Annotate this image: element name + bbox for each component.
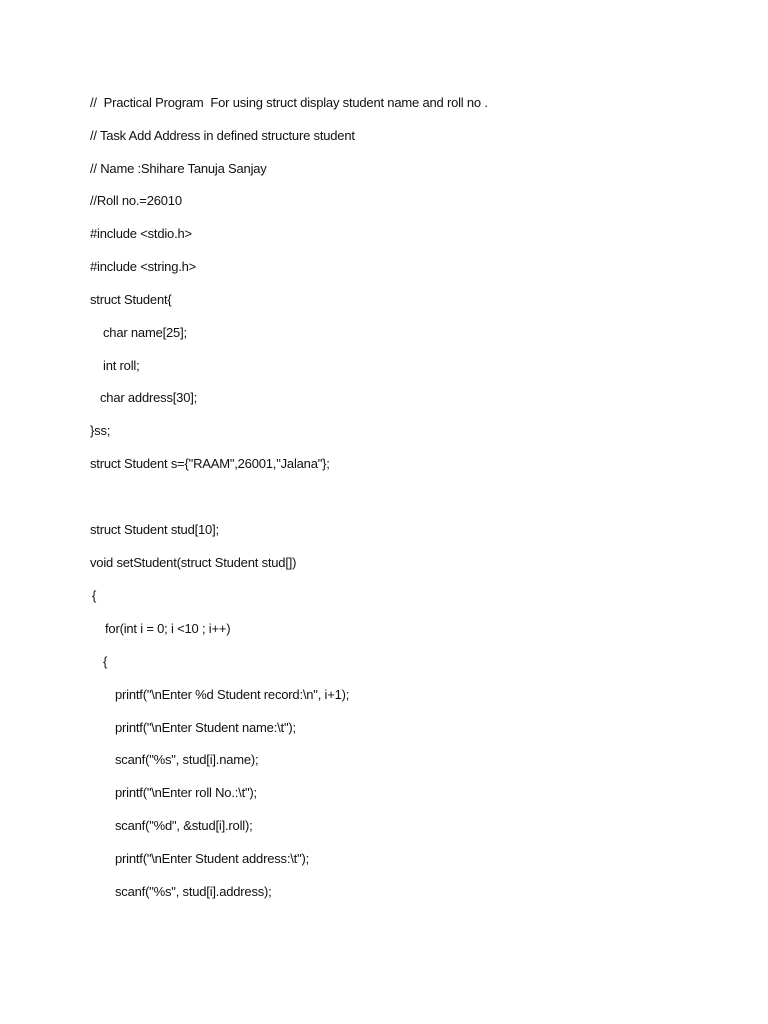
code-line-24: scanf("%s", stud[i].address); xyxy=(115,884,272,899)
code-line-22: scanf("%d", &stud[i].roll); xyxy=(115,818,253,833)
code-line-15: { xyxy=(92,588,97,603)
code-line-19: printf("\nEnter Student name:\t"); xyxy=(115,720,296,735)
code-line-14: void setStudent(struct Student stud[]) xyxy=(90,555,297,570)
code-line-6: #include <string.h> xyxy=(90,259,197,274)
code-line-5: #include <stdio.h> xyxy=(90,226,192,241)
code-line-11: }ss; xyxy=(90,423,111,438)
code-line-17: { xyxy=(103,654,108,669)
code-line-21: printf("\nEnter roll No.:\t"); xyxy=(115,785,257,800)
code-line-2: // Task Add Address in defined structure student xyxy=(90,128,355,143)
code-line-1: // Practical Program For using struct display student name and roll no . xyxy=(90,95,488,110)
code-line-3: // Name :Shihare Tanuja Sanjay xyxy=(90,161,267,176)
code-line-12: struct Student s={"RAAM",26001,"Jalana"}; xyxy=(90,456,330,471)
code-line-13: struct Student stud[10]; xyxy=(90,522,219,537)
code-line-20: scanf("%s", stud[i].name); xyxy=(115,752,259,767)
code-line-10: char address[30]; xyxy=(100,390,198,405)
code-line-18: printf("\nEnter %d Student record:\n", i+1); xyxy=(115,687,350,702)
code-line-4: //Roll no.=26010 xyxy=(90,193,182,208)
code-line-9: int roll; xyxy=(103,358,140,373)
code-line-16: for(int i = 0; i <10 ; i++) xyxy=(105,621,231,636)
code-line-8: char name[25]; xyxy=(103,325,187,340)
code-line-7: struct Student{ xyxy=(90,292,172,307)
code-line-23: printf("\nEnter Student address:\t"); xyxy=(115,851,310,866)
